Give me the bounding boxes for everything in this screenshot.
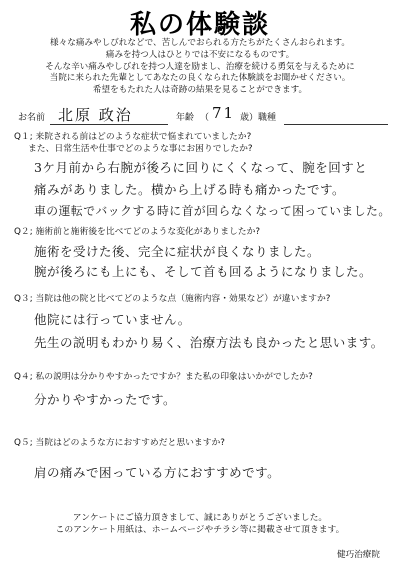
question-3 (14, 294, 394, 306)
name-label: お名前 (18, 113, 46, 123)
answer-2-line: 施術を受けた後、完全に症状が良くなりました。 (34, 244, 321, 259)
job-underline (284, 124, 388, 125)
footer-line: アンケートにご協力頂きまして、誠にありがとうございました。 (72, 513, 328, 523)
name-row (18, 104, 388, 126)
job-label: 職種 (258, 113, 277, 123)
name-value: 北原 政治 (58, 106, 133, 124)
question-1-line: Q１; 来院される前はどのような症状で悩まれていましたか? (14, 132, 252, 142)
answer-4-line: 分かりやすかったです。 (34, 392, 177, 407)
age-value: 71 (212, 104, 236, 122)
answer-1-line: 車の運転でバックする時に首が回らなくなって困っていました。 (34, 204, 391, 218)
age-unit: 歳） (240, 113, 259, 123)
footer-text (0, 512, 400, 536)
question-1-line: また、日常生活や仕事でどのような事にお困りでしたか? (28, 143, 253, 154)
question-5 (14, 438, 394, 450)
answer-1-line: 痛みがありました。横から上げる時も痛かったです。 (34, 182, 346, 197)
answer-2-line: 腕が後ろにも上にも、そして首も回るようになりました。 (34, 264, 373, 279)
question-4 (14, 372, 394, 384)
page-title: 私の体験談 (129, 10, 270, 40)
intro-line: 痛みを持つ人はひとりでは不安になるものです。 (105, 49, 295, 60)
intro-line: 様々な痛みやしびれなどで、苦しんでおられる方たちがたくさんおられます。 (50, 38, 350, 48)
question-1 (14, 132, 394, 155)
intro-text (0, 38, 400, 97)
question-2 (14, 227, 394, 239)
question-4-line: Q４; 私の説明は分かりやすかったですか？また私の印象はいかがでしたか? (14, 372, 313, 382)
clinic-name: 健巧治療院 (337, 550, 380, 560)
answer-3-line: 先生の説明もわかり易く、治療方法も良かったと思います。 (34, 335, 384, 350)
question-5-line: Q５; 当院はどのような方におすすめだと思いますか? (14, 438, 225, 448)
intro-line: 当院に来られた先輩としてあなたの良くなられた体験談をお聞かせください。 (49, 73, 351, 84)
question-2-line: Q２; 施術前と施術後を比べてどのような変化がありましたか? (14, 227, 261, 237)
answer-3-line: 他院には行っていません。 (34, 312, 191, 327)
intro-line: そんな辛い痛みやしびれを持つ人達を励まし、治療を続ける勇気を与えるために (45, 61, 355, 72)
answer-5-line: 肩の痛みで困っている方におすすめです。 (34, 465, 281, 480)
age-open-paren: （ (200, 113, 210, 123)
age-label: 年齢 (176, 113, 195, 123)
intro-line: 希望をもたれた人は奇跡の結果を見ることができます。 (92, 85, 308, 96)
footer-line: このアンケート用紙は、ホームページやチラシ等に掲載させて頂きます。 (55, 525, 345, 535)
question-3-line: Q３; 当院は他の院と比べてどのような点（施術内容・効果など）が違いますか? (14, 294, 331, 304)
answer-1-line: 3ケ月前から右腕が後ろに回りにくくなって、腕を回すと (34, 160, 368, 175)
